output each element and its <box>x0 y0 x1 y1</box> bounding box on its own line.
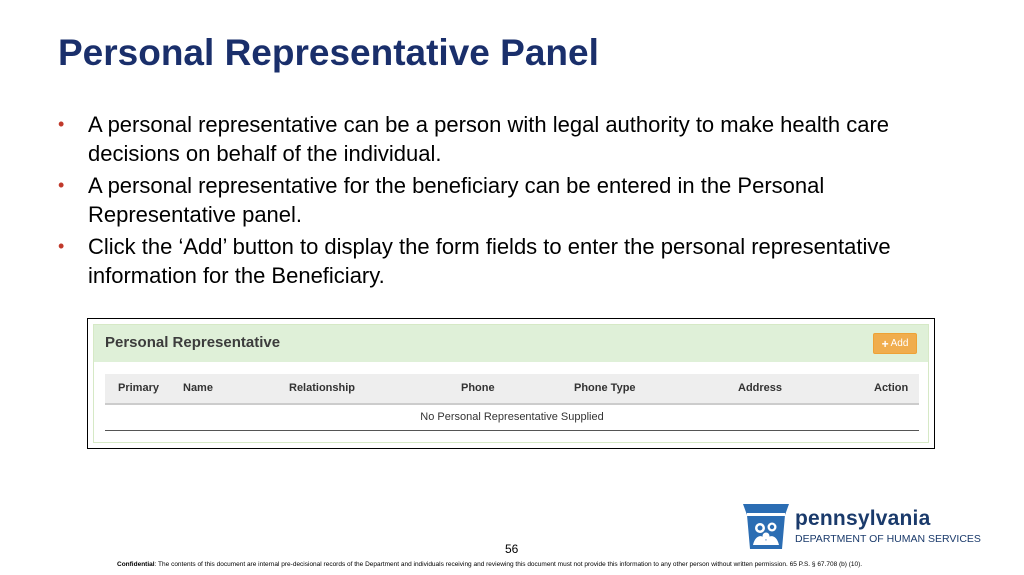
column-header-name[interactable]: Name <box>183 382 213 394</box>
column-header-phone[interactable]: Phone <box>461 382 495 394</box>
column-header-relationship[interactable]: Relationship <box>289 382 356 394</box>
column-header-action: Action <box>874 382 909 394</box>
panel-title: Personal Representative <box>105 334 281 351</box>
add-button[interactable] <box>873 333 917 354</box>
personal-representative-panel <box>93 324 929 443</box>
bullet-icon: • <box>58 236 65 256</box>
slide-title: Personal Representative Panel <box>58 32 599 73</box>
representative-table <box>105 374 919 431</box>
add-button-label: Add <box>890 338 909 349</box>
confidential-label: Confidential <box>117 561 155 568</box>
panel-header <box>94 325 928 362</box>
bullet-item <box>58 232 958 290</box>
bullet-item <box>58 171 958 229</box>
table-header <box>105 374 919 405</box>
bullet-icon: • <box>58 175 65 195</box>
bullet-text: A personal representative for the beneficiary can be entered in the Personal Representative panel. <box>88 173 825 227</box>
column-header-primary[interactable]: Primary <box>118 382 159 394</box>
bullet-icon: • <box>58 114 65 134</box>
bullet-list <box>58 110 958 293</box>
keystone-logo-icon <box>741 501 791 551</box>
bullet-text: A personal representative can be a person with legal authority to make health care decisions on behalf of the individual. <box>88 112 890 166</box>
column-header-phone-type[interactable]: Phone Type <box>574 382 636 394</box>
pa-dhs-logo <box>741 501 981 551</box>
panel-screenshot <box>87 318 935 449</box>
confidential-text: : The contents of this document are internal pre-decisional records of the Department and individuals receiving and reviewing this document must not provide this information to any other person without written permission. 65 P.S. § 67.708 (b) (10). <box>154 561 863 568</box>
page-number: 56 <box>505 542 519 556</box>
column-header-address[interactable]: Address <box>738 382 783 394</box>
logo-department: DEPARTMENT OF HUMAN SERVICES <box>795 533 981 545</box>
bullet-text: Click the ‘Add’ button to display the form fields to enter the personal representative information for the Beneficiary. <box>88 234 891 288</box>
logo-name: pennsylvania <box>795 507 931 530</box>
bullet-item <box>58 110 958 168</box>
table-row <box>105 405 919 431</box>
empty-message: No Personal Representative Supplied <box>420 411 604 423</box>
confidential-notice <box>117 561 862 568</box>
plus-icon: + <box>881 336 889 351</box>
